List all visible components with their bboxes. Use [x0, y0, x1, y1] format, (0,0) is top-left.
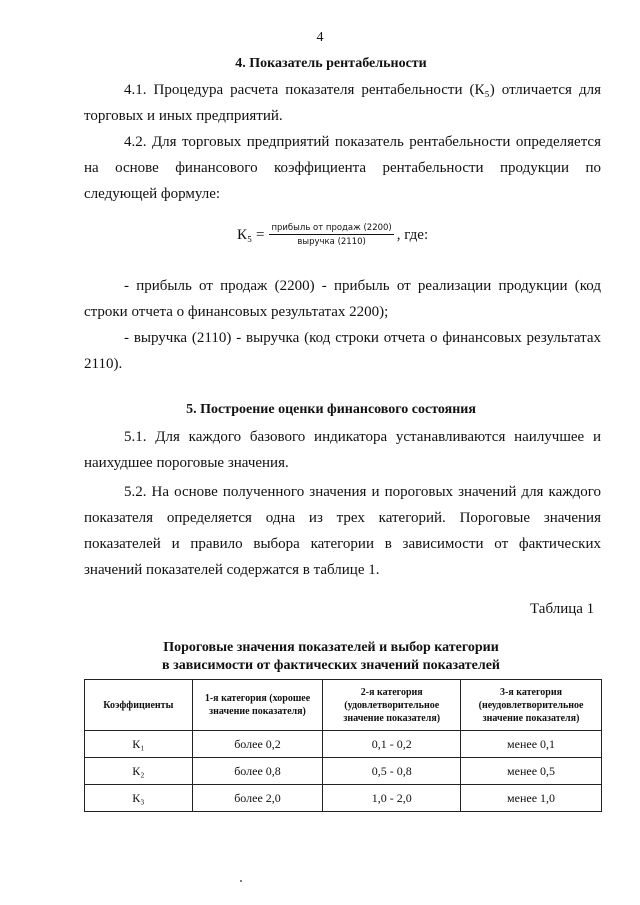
profitability-formula — [237, 223, 428, 247]
definition-profit: - прибыль от продаж (2200) - прибыль от реализации продукции (код строки отчета о финансовых результатах 2200); — [84, 278, 601, 320]
header-category-2: 2-я категория (удовлетворительное значение показателя) — [323, 680, 461, 731]
cell-coefficient: К₂ — [85, 758, 193, 785]
table-row — [85, 785, 602, 812]
cell-category-3: менее 1,0 — [461, 785, 602, 812]
cell-category-2: 0,1 - 0,2 — [323, 731, 461, 758]
paragraph-4-2: 4.2. Для торговых предприятий показатель рентабельности определяется на основе финансового коэффициента рентабельности продукции по следующей формуле: — [84, 134, 601, 202]
cell-category-1: более 0,8 — [192, 758, 323, 785]
table-row — [85, 731, 602, 758]
section-4-heading: 4. Показатель рентабельности — [235, 56, 427, 71]
table-caption: Таблица 1 — [530, 601, 595, 617]
paragraph-5-2: 5.2. На основе полученного значения и пороговых значений для каждого показателя определяется одна из трех категорий. Пороговые значения показателей и правило выбора категории в зависимости от фактических значений показателей содержатся в таблице 1. — [84, 484, 601, 578]
page-number: 4 — [316, 30, 324, 45]
cell-category-2: 0,5 - 0,8 — [323, 758, 461, 785]
section-5-heading: 5. Построение оценки финансового состояния — [186, 402, 476, 417]
table-title-line-1: Пороговые значения показателей и выбор категории — [163, 640, 499, 655]
cell-category-1: более 0,2 — [192, 731, 323, 758]
paragraph-5-1: 5.1. Для каждого базового индикатора устанавливаются наилучшее и наихудшее пороговые значения. — [84, 429, 601, 471]
table-title-line-2: в зависимости от фактических значений показателей — [162, 658, 500, 673]
header-category-3: 3-я категория (неудовлетворительное значение показателя) — [461, 680, 602, 731]
header-coefficients: Коэффициенты — [85, 680, 193, 731]
scan-speck — [240, 880, 242, 882]
table-header-row — [85, 680, 602, 731]
formula-lhs: К₅ = — [237, 226, 265, 243]
cell-coefficient: К₃ — [85, 785, 193, 812]
cell-coefficient: К₁ — [85, 731, 193, 758]
threshold-table — [84, 679, 602, 812]
formula-numerator: прибыль от продаж (2200) — [271, 223, 392, 233]
formula-fraction — [269, 223, 393, 247]
paragraph-4-1: 4.1. Процедура расчета показателя рентабельности (К₅) отличается для торговых и иных предприятий. — [84, 82, 601, 124]
cell-category-3: менее 0,5 — [461, 758, 602, 785]
cell-category-1: более 2,0 — [192, 785, 323, 812]
definition-revenue: - выручка (2110) - выручка (код строки отчета о финансовых результатах 2110). — [84, 330, 601, 372]
formula-denominator: выручка (2110) — [297, 237, 366, 247]
cell-category-3: менее 0,1 — [461, 731, 602, 758]
formula-tail: , где: — [396, 226, 429, 243]
table-row — [85, 758, 602, 785]
cell-category-2: 1,0 - 2,0 — [323, 785, 461, 812]
header-category-1: 1-я категория (хорошее значение показателя) — [192, 680, 323, 731]
